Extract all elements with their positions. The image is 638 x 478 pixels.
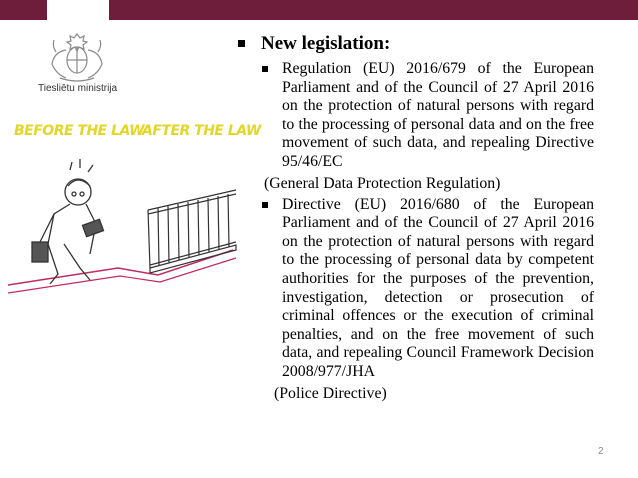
bullet-square-icon <box>262 66 268 72</box>
logo-notch <box>47 0 109 20</box>
slide-heading: New legislation: <box>261 33 391 54</box>
cartoon-illustration <box>8 150 238 300</box>
top-brand-bar <box>0 0 638 20</box>
heading-row <box>238 32 604 56</box>
list-item <box>262 60 604 172</box>
page-number: 2 <box>598 446 604 457</box>
person-drawing <box>32 159 104 284</box>
slide-content <box>238 32 604 406</box>
coat-of-arms-icon <box>42 28 112 84</box>
list-item-text: Directive (EU) 2016/680 of the European Parliament and of the Council of 27 April 2016 on the protection of natural persons with regard to the processing of personal data by competent authorities for the purposes of the prevention, investigation, detection or prosecution of criminal offences or the execution of criminal penalties, and on the free movement of such data, and repealing Council Framework Decision 2008/977/JHA <box>282 195 594 380</box>
list-item <box>262 196 604 382</box>
organization-name: Tiesliētu ministrija <box>38 83 118 94</box>
list-item-text: Regulation (EU) 2016/679 of the European Parliament and of the Council of 27 April 2016 on the protection of natural persons with regard to the processing of personal data and on the free movement of such data, and repealing Directive 95/46/EC <box>282 60 594 170</box>
bullet-square-icon <box>262 202 268 208</box>
before-the-law-label: BEFORE THE LAW <box>14 123 145 139</box>
list-item-note: (General Data Protection Regulation) <box>264 174 501 192</box>
bullet-square-icon <box>238 40 245 47</box>
railing-drawing <box>148 190 236 273</box>
list-item-note: (Police Directive) <box>274 384 387 402</box>
after-the-law-label: AFTER THE LAW <box>142 123 261 139</box>
